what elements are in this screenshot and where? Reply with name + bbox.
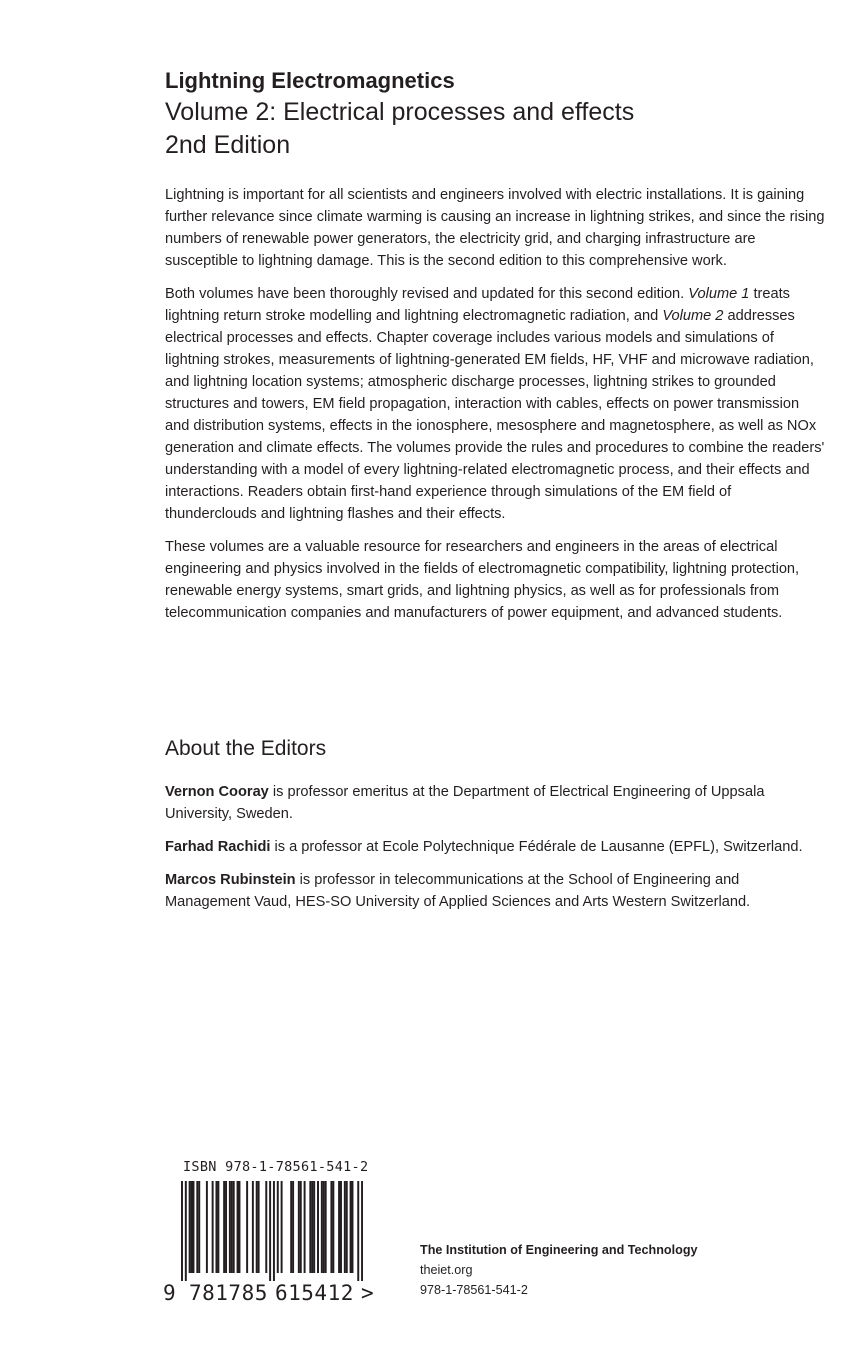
editor-bio: is professor in telecommunications at the School of Engineering and Management Vaud, HES-SO University of Applied Sciences and Arts Western Switzerland. — [165, 872, 751, 910]
publisher-website: theiet.org — [420, 1263, 473, 1277]
book-description — [165, 184, 825, 635]
barcode-bar — [252, 1181, 254, 1273]
barcode-bar — [298, 1181, 300, 1273]
barcode-bar — [344, 1181, 346, 1273]
barcode-bar — [196, 1181, 198, 1273]
barcode-bar — [191, 1181, 193, 1273]
barcode-bar — [256, 1181, 258, 1273]
barcode-bar — [330, 1181, 332, 1273]
barcode-bar — [292, 1181, 294, 1273]
barcode-bar — [181, 1181, 183, 1281]
edition-label: 2nd Edition — [165, 131, 291, 159]
barcode-bar — [237, 1181, 239, 1273]
barcode-bar — [189, 1181, 191, 1273]
volume-subtitle: Volume 2: Electrical processes and effects — [165, 98, 635, 126]
book-title: Lightning Electromagnetics — [165, 68, 455, 93]
description-p2-rest: addresses electrical processes and effects. Chapter coverage includes various models and simulations of lightning strokes, measurements of lightning-generated EM fields, HF, VHF and microwave radiation, and lightning location systems; atmospheric discharge processes, lightning strikes to grounded structures and towers, EM field propagation, interaction with cables, effects on power transmission and distribution systems, effects in the ionosphere, mesosphere and magnetosphere, as well as NOx generation and climate effects. The volumes provide the rules and procedures to combine the readers' understanding with a model of every lightning-related electromagnetic process, and their effects and interactions. Readers obtain first-hand experience through simulations of the EM field of thunderclouds and lightning flashes and their effects. — [165, 308, 825, 522]
editor-name: Marcos Rubinstein — [165, 872, 296, 888]
barcode-bar — [233, 1181, 235, 1273]
publisher-name: The Institution of Engineering and Technology — [420, 1243, 698, 1257]
barcode-bar — [231, 1181, 233, 1273]
editor-entry — [165, 781, 825, 825]
barcode-bar — [300, 1181, 302, 1273]
barcode-bar — [361, 1181, 363, 1281]
barcode-left-digits: 781785 — [189, 1281, 268, 1305]
barcode-bar — [325, 1181, 327, 1273]
barcode-bar — [311, 1181, 313, 1273]
barcode-bar — [313, 1181, 315, 1273]
barcode-bar — [340, 1181, 342, 1273]
barcode-right-digits: 615412 — [275, 1281, 354, 1305]
barcode-bar — [338, 1181, 340, 1273]
barcode-bar — [321, 1181, 323, 1273]
barcode-bar — [229, 1181, 231, 1273]
barcode-bar — [309, 1181, 311, 1273]
editors-list — [165, 781, 825, 924]
barcode-bar — [350, 1181, 352, 1273]
description-p2-middle: treats lightning return stroke modelling and lightning electromagnetic radiation, and — [165, 286, 790, 324]
about-editors-heading: About the Editors — [165, 737, 327, 760]
barcode-bar — [215, 1181, 217, 1273]
barcode-bar — [317, 1181, 319, 1273]
barcode-icon — [181, 1181, 363, 1281]
barcode-bar — [238, 1181, 240, 1273]
barcode-bar — [185, 1181, 187, 1281]
barcode-bar — [346, 1181, 348, 1273]
barcode-bar — [192, 1181, 194, 1273]
barcode-bar — [277, 1181, 279, 1273]
barcode-digits — [163, 1279, 383, 1307]
barcode-bar — [352, 1181, 354, 1273]
barcode-bar — [223, 1181, 225, 1273]
editor-bio: is a professor at Ecole Polytechnique Fédérale de Lausanne (EPFL), Switzerland. — [270, 839, 803, 855]
isbn-label: ISBN 978-1-78561-541-2 — [183, 1159, 369, 1175]
barcode-bar — [217, 1181, 219, 1273]
publisher-block — [420, 1240, 820, 1300]
editor-name: Farhad Rachidi — [165, 839, 271, 855]
barcode-bar — [198, 1181, 200, 1273]
volume-1-reference: Volume 1 — [688, 286, 750, 302]
barcode-bar — [225, 1181, 227, 1273]
barcode-bar — [304, 1181, 306, 1273]
isbn-barcode-block — [163, 1157, 383, 1307]
barcode-bar — [206, 1181, 208, 1273]
description-p2-intro: Both volumes have been thoroughly revised and updated for this second edition. — [165, 286, 689, 302]
description-paragraph-2 — [165, 283, 825, 525]
publisher-isbn: 978-1-78561-541-2 — [420, 1283, 528, 1297]
editor-entry — [165, 869, 825, 913]
editor-name: Vernon Cooray — [165, 784, 269, 800]
barcode-bar — [258, 1181, 260, 1273]
barcode-bar — [323, 1181, 325, 1273]
description-paragraph-1: Lightning is important for all scientists and engineers involved with electric installations. It is gaining further relevance since climate warming is causing an increase in lightning strikes, and since the rising numbers of renewable power generators, the electricity grid, and charging infrastructure are susceptible to lightning damage. This is the second edition to this comprehensive work. — [165, 187, 825, 269]
barcode-first-digit: 9 — [163, 1281, 176, 1305]
barcode-bar — [290, 1181, 292, 1273]
volume-2-reference: Volume 2 — [662, 308, 724, 324]
barcode-bar — [246, 1181, 248, 1273]
editor-bio: is professor emeritus at the Department of Electrical Engineering of Uppsala University, Sweden. — [165, 784, 765, 822]
barcode-bar — [357, 1181, 359, 1281]
barcode-bar — [269, 1181, 271, 1281]
barcode-bar — [273, 1181, 275, 1281]
barcode-bar — [281, 1181, 283, 1273]
description-paragraph-3: These volumes are a valuable resource for researchers and engineers in the areas of electrical engineering and physics involved in the fields of electromagnetic compatibility, lightning protection, renewable energy systems, smart grids, and lightning physics, as well as for professionals from telecommunication companies and manufacturers of power equipment, and advanced students. — [165, 539, 800, 621]
barcode-bar — [265, 1181, 267, 1273]
barcode-bar — [212, 1181, 214, 1273]
editor-entry — [165, 836, 825, 858]
title-block — [165, 66, 825, 162]
barcode-bar — [332, 1181, 334, 1273]
barcode-end-mark: > — [361, 1281, 374, 1305]
